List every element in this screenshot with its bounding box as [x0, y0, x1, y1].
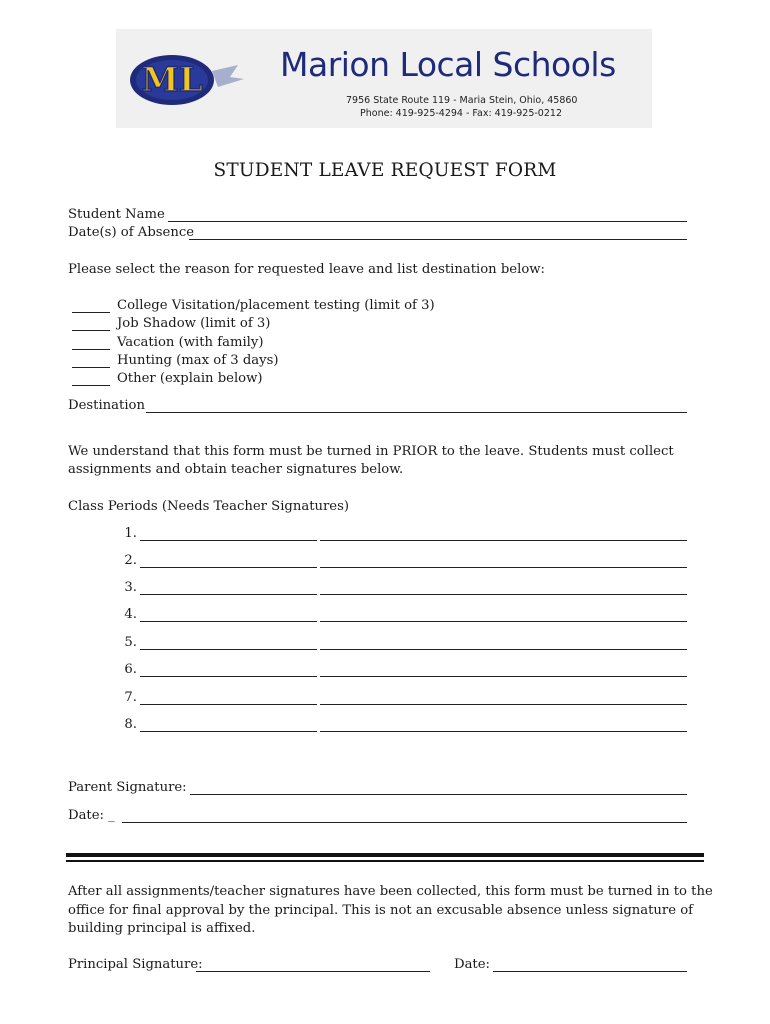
ml-logo-icon [126, 43, 246, 113]
notice-line-1: We understand that this form must be turned in PRIOR to the leave. Students must collect [68, 444, 674, 459]
period-7-signature-field[interactable] [320, 704, 687, 705]
period-3-signature-field[interactable] [320, 594, 687, 595]
period-number: 8. [124, 717, 137, 732]
period-8-signature-field[interactable] [320, 731, 687, 732]
period-1-class-field[interactable] [140, 540, 317, 541]
student-name-label: Student Name [68, 207, 165, 222]
class-periods-label: Class Periods (Needs Teacher Signatures) [68, 499, 350, 514]
period-8-class-field[interactable] [140, 731, 317, 732]
school-name: Marion Local Schools [280, 45, 616, 84]
period-number: 4. [124, 607, 137, 622]
period-5-class-field[interactable] [140, 649, 317, 650]
approval-line-2: office for final approval by the principal. This is not an excusable absence unless signature of [68, 903, 694, 918]
reason-blank-vacation[interactable] [72, 349, 110, 350]
section-divider [66, 853, 704, 857]
period-5-signature-field[interactable] [320, 649, 687, 650]
reason-vacation: Vacation (with family) [117, 335, 264, 350]
period-number: 2. [124, 553, 137, 568]
period-6-class-field[interactable] [140, 676, 317, 677]
reason-prompt: Please select the reason for requested leave and list destination below: [68, 262, 545, 277]
period-2-class-field[interactable] [140, 567, 317, 568]
school-phone-fax: Phone: 419-925-4294 - Fax: 419-925-0212 [360, 108, 562, 119]
period-3-class-field[interactable] [140, 594, 317, 595]
period-number: 3. [124, 580, 137, 595]
principal-date-field[interactable] [493, 971, 687, 972]
student-name-field[interactable] [168, 221, 687, 222]
destination-field[interactable] [146, 412, 687, 413]
principal-date-label: Date: [454, 957, 490, 972]
reason-job-shadow: Job Shadow (limit of 3) [117, 316, 271, 331]
period-number: 1. [124, 526, 137, 541]
destination-label: Destination [68, 398, 145, 413]
period-number: 6. [124, 662, 137, 677]
dates-of-absence-field[interactable] [189, 239, 687, 240]
dates-of-absence-label: Date(s) of Absence [68, 225, 195, 240]
approval-line-3: building principal is affixed. [68, 921, 256, 936]
reason-college: College Visitation/placement testing (limit of 3) [117, 298, 435, 313]
period-4-signature-field[interactable] [320, 621, 687, 622]
period-1-signature-field[interactable] [320, 540, 687, 541]
principal-signature-field[interactable] [196, 971, 430, 972]
logo-text: ML [141, 60, 203, 100]
reason-blank-hunting[interactable] [72, 367, 110, 368]
principal-signature-label: Principal Signature: [68, 957, 203, 972]
period-7-class-field[interactable] [140, 704, 317, 705]
parent-date-field[interactable] [122, 822, 687, 823]
period-number: 7. [124, 690, 137, 705]
period-number: 5. [124, 635, 137, 650]
approval-line-1: After all assignments/teacher signatures have been collected, this form must be turned in to the [68, 884, 713, 899]
period-4-class-field[interactable] [140, 621, 317, 622]
form-title: STUDENT LEAVE REQUEST FORM [213, 160, 557, 181]
notice-line-2: assignments and obtain teacher signatures below. [68, 462, 404, 477]
period-2-signature-field[interactable] [320, 567, 687, 568]
parent-signature-label: Parent Signature: [68, 780, 187, 795]
reason-blank-other[interactable] [72, 385, 110, 386]
letterhead [116, 29, 652, 128]
section-divider-thin [66, 860, 704, 862]
parent-date-label: Date: _ [68, 808, 115, 823]
reason-other: Other (explain below) [117, 371, 263, 386]
reason-blank-college[interactable] [72, 312, 110, 313]
reason-hunting: Hunting (max of 3 days) [117, 353, 279, 368]
period-6-signature-field[interactable] [320, 676, 687, 677]
school-address: 7956 State Route 119 - Maria Stein, Ohio, 45860 [346, 95, 578, 106]
parent-signature-field[interactable] [190, 794, 687, 795]
reason-blank-job-shadow[interactable] [72, 330, 110, 331]
